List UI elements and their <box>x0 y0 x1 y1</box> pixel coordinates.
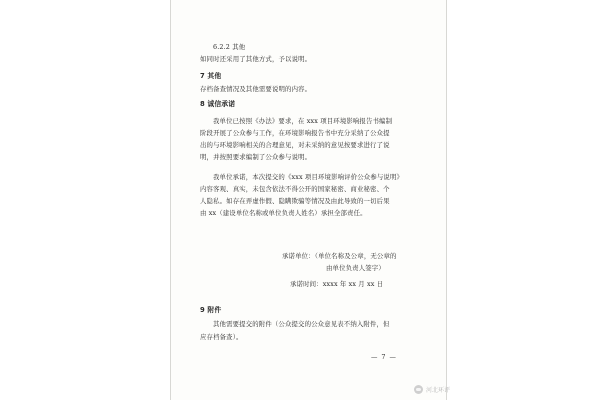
paragraph-line: 其他需要提交的附件（公众提交的公众意见表不纳入附件，但 <box>213 320 390 328</box>
paragraph-line: 我单位已按照《办法》要求，在 xxx 项目环境影响报告书编制 <box>213 117 393 125</box>
page-number: — 7 — <box>371 353 397 361</box>
paragraph-line: 我单位承诺，本次提交的《xxx 项目环境影响评价公众参与说明》 <box>213 173 404 181</box>
section-8-heading: 8 诚信承诺 <box>200 100 236 108</box>
paragraph-line: 内容客观、真实，未包含依法不得公开的国家秘密、商业秘密、个 <box>200 185 390 193</box>
wechat-icon <box>414 385 423 394</box>
signature-unit-line: 由单位负责人签字） <box>326 264 385 272</box>
paragraph-line: 由 xx（建设单位名称或单位负责人姓名）承担全部责任。 <box>200 209 367 217</box>
section-6-2-2-title: 6.2.2 其他 <box>213 43 246 51</box>
watermark-text: 河北环评 <box>426 387 451 394</box>
signature-unit-line: 承诺单位：（单位名称及公章，无公章的 <box>282 252 397 260</box>
paragraph-line: 明，并按照要求编制了公众参与说明。 <box>200 153 312 161</box>
section-7-heading: 7 其他 <box>200 72 222 80</box>
section-7-body: 存档备查情况及其他需要说明的内容。 <box>200 85 312 93</box>
section-6-2-2-body: 如同时还采用了其他方式，予以说明。 <box>200 55 312 63</box>
paragraph-line: 出的与环境影响相关的合理意见，对未采纳的意见按要求进行了说 <box>200 141 390 149</box>
paragraph-line: 应存档备查）。 <box>200 333 243 341</box>
section-9-heading: 9 附件 <box>200 306 222 314</box>
paragraph-line: 人隐私。如存在弄虚作假、隐瞒欺骗等情况及由此导致的一切后果 <box>200 197 390 205</box>
signature-time-line: 承诺时间：xxxx 年 xx 月 xx 日 <box>290 280 384 288</box>
watermark <box>414 385 450 394</box>
paragraph-line: 阶段开展了公众参与工作，在环境影响报告书中充分采纳了公众提 <box>200 129 390 137</box>
